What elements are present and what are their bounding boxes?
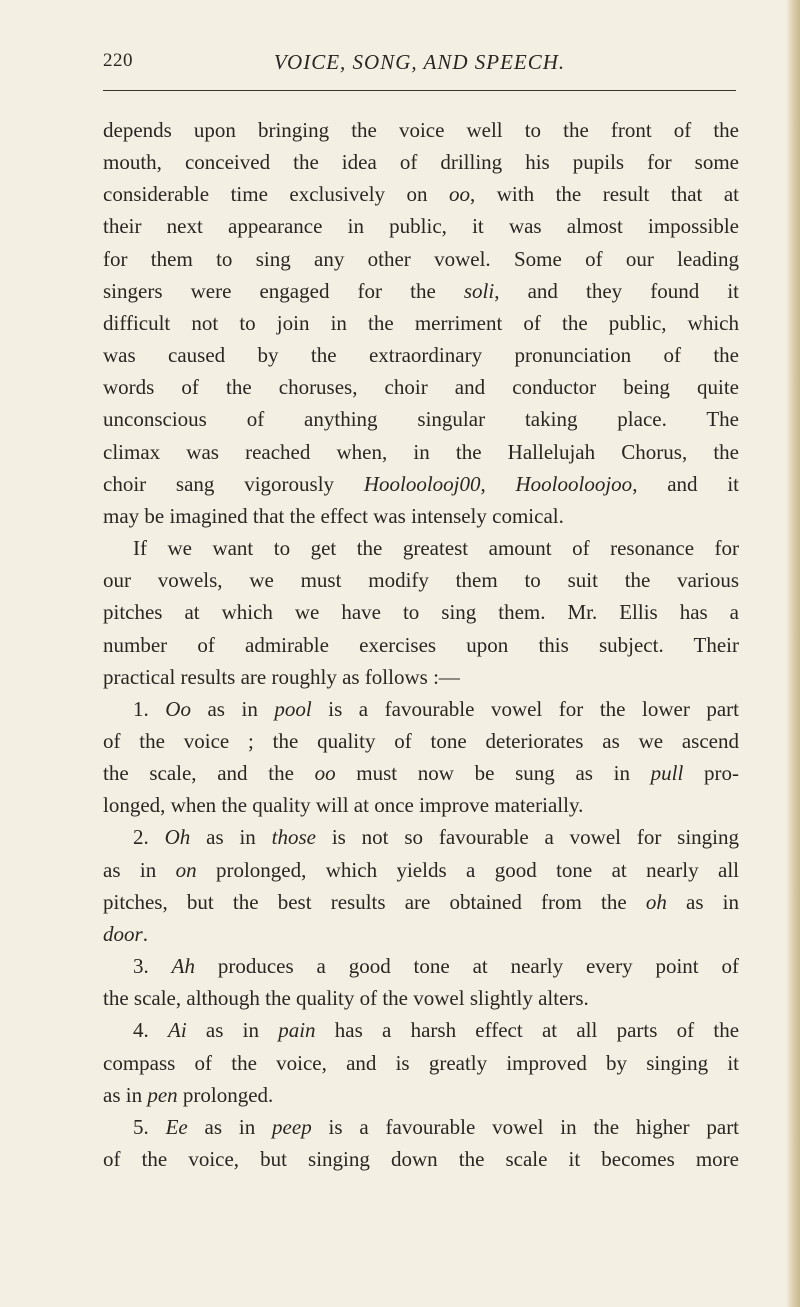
italic-text: oh bbox=[645, 889, 667, 914]
text-line bbox=[103, 854, 739, 886]
text-run: as in bbox=[187, 1114, 273, 1139]
text-line bbox=[103, 339, 739, 371]
italic-text: Ai bbox=[168, 1018, 187, 1043]
text-run: number of admirable exercises upon this subject. Their bbox=[103, 632, 739, 657]
text-run: for them to sing any other vowel. Some of our leading bbox=[103, 246, 739, 271]
text-line bbox=[103, 661, 739, 693]
page-header bbox=[103, 50, 736, 80]
italic-text: Oo bbox=[165, 696, 191, 721]
italic-text: Ee bbox=[165, 1114, 188, 1139]
text-run: 3. bbox=[133, 954, 172, 979]
text-run: depends upon bringing the voice well to the front of the bbox=[103, 118, 739, 142]
text-line bbox=[103, 596, 739, 628]
text-run: produces a good tone at nearly every point of bbox=[194, 954, 739, 979]
text-line bbox=[103, 371, 739, 403]
text-line bbox=[103, 436, 739, 468]
text-line bbox=[103, 1079, 739, 1111]
text-line bbox=[103, 210, 739, 242]
italic-text: soli bbox=[463, 278, 495, 303]
text-run: singers were engaged for the bbox=[103, 278, 464, 303]
text-run: of the voice ; the quality of tone deteriorates as we ascend bbox=[103, 728, 739, 753]
italic-text: Oh bbox=[164, 825, 191, 850]
italic-text: peep bbox=[272, 1114, 312, 1139]
text-run: the scale, and the bbox=[103, 761, 315, 786]
text-run: compass of the voice, and is greatly improved by singing it bbox=[103, 1050, 739, 1075]
text-run: must now be sung as in bbox=[335, 761, 651, 786]
text-line bbox=[103, 950, 739, 982]
text-line bbox=[103, 532, 739, 564]
text-run: difficult not to join in the merriment of the public, which bbox=[103, 310, 739, 335]
text-run: , and it bbox=[632, 471, 739, 496]
text-run: , bbox=[480, 471, 516, 496]
italic-text: pen bbox=[147, 1082, 178, 1107]
text-run: 1. bbox=[133, 696, 166, 721]
text-line bbox=[103, 564, 739, 596]
text-line bbox=[103, 114, 739, 146]
text-run: as in bbox=[103, 1082, 148, 1107]
text-run: considerable time exclusively on bbox=[103, 182, 450, 207]
text-run: has a harsh effect at all parts of the bbox=[315, 1018, 740, 1043]
text-line bbox=[103, 886, 739, 918]
italic-text: Ah bbox=[171, 954, 195, 979]
text-line bbox=[103, 307, 739, 339]
italic-text: oo bbox=[449, 182, 471, 207]
header-rule bbox=[103, 90, 736, 91]
text-line bbox=[103, 693, 739, 725]
italic-text: pool bbox=[274, 696, 312, 721]
text-run: of the voice, but singing down the scale it becomes more bbox=[103, 1147, 739, 1171]
text-line bbox=[103, 725, 739, 757]
text-run: pitches, but the best results are obtained from the bbox=[103, 889, 646, 914]
italic-text: door bbox=[103, 921, 143, 946]
text-run: is a favourable vowel in the higher part bbox=[311, 1114, 740, 1139]
italic-text: pull bbox=[650, 761, 684, 786]
text-run: , and they found it bbox=[494, 278, 739, 303]
text-line bbox=[103, 982, 739, 1014]
text-line bbox=[103, 275, 739, 307]
text-run: as in bbox=[103, 857, 176, 882]
text-line bbox=[103, 629, 739, 661]
text-run: unconscious of anything singular taking place. The bbox=[103, 407, 739, 432]
text-run: our vowels, we must modify them to suit the various bbox=[103, 568, 739, 593]
text-run: If we want to get the greatest amount of resonance for bbox=[133, 536, 739, 561]
text-line bbox=[103, 243, 739, 275]
text-line bbox=[103, 1111, 739, 1143]
italic-text: Hooloolooj00 bbox=[363, 471, 481, 496]
text-run: prolonged, which yields a good tone at nearly all bbox=[196, 857, 739, 882]
text-run: pro- bbox=[683, 761, 739, 786]
text-run: mouth, conceived the idea of drilling his pupils for some bbox=[103, 150, 739, 175]
italic-text: on bbox=[175, 857, 197, 882]
text-run: . bbox=[142, 921, 148, 946]
italic-text: Hoolooloojoo bbox=[515, 471, 633, 496]
text-line bbox=[103, 468, 739, 500]
text-line bbox=[103, 500, 739, 532]
text-line bbox=[103, 403, 739, 435]
text-run: is a favourable vowel for the lower part bbox=[311, 696, 739, 721]
text-run: as in bbox=[666, 889, 739, 914]
body-text bbox=[103, 114, 739, 1175]
text-run: may be imagined that the effect was intensely comical. bbox=[103, 503, 564, 528]
text-line bbox=[103, 1143, 739, 1175]
text-run: pitches at which we have to sing them. Mr. Ellis has a bbox=[103, 600, 739, 625]
text-run: 2. bbox=[133, 825, 165, 850]
text-run: their next appearance in public, it was almost impossible bbox=[103, 214, 739, 239]
text-run: prolonged. bbox=[177, 1082, 274, 1107]
text-run: as in bbox=[190, 696, 275, 721]
italic-text: those bbox=[271, 825, 316, 850]
text-line bbox=[103, 918, 739, 950]
text-run: is not so favourable a vowel for singing bbox=[315, 825, 740, 850]
italic-text: pain bbox=[278, 1018, 316, 1043]
text-line bbox=[103, 146, 739, 178]
text-line bbox=[103, 178, 739, 210]
text-line bbox=[103, 821, 739, 853]
text-run: the scale, although the quality of the vowel slightly alters. bbox=[103, 986, 589, 1011]
text-run: , with the result that at bbox=[470, 182, 739, 207]
italic-text: oo bbox=[314, 761, 336, 786]
text-run: 4. bbox=[133, 1018, 168, 1043]
text-run: as in bbox=[190, 825, 272, 850]
text-line bbox=[103, 1014, 739, 1046]
text-run: practical results are roughly as follows :— bbox=[103, 664, 460, 689]
page-number: 220 bbox=[103, 50, 133, 71]
text-line bbox=[103, 1047, 739, 1079]
page-edge-shadow bbox=[786, 0, 800, 1307]
text-run: words of the choruses, choir and conductor being quite bbox=[103, 375, 739, 400]
text-line bbox=[103, 789, 739, 821]
text-run: was caused by the extraordinary pronunciation of the bbox=[103, 343, 739, 368]
text-run: climax was reached when, in the Hallelujah Chorus, the bbox=[103, 439, 739, 464]
text-run: 5. bbox=[133, 1114, 166, 1139]
text-run: as in bbox=[186, 1018, 279, 1043]
running-title: VOICE, SONG, AND SPEECH. bbox=[273, 50, 566, 74]
text-line bbox=[103, 757, 739, 789]
text-run: choir sang vigorously bbox=[103, 471, 364, 496]
text-run: longed, when the quality will at once improve materially. bbox=[103, 793, 584, 818]
